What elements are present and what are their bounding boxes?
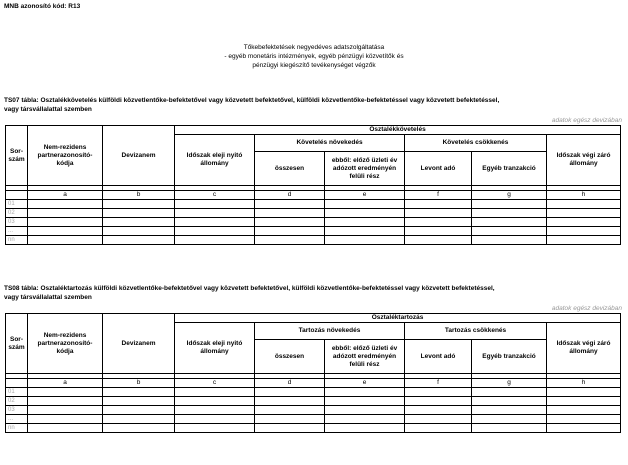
decrease-header: Tartozás csökkenés xyxy=(405,323,547,340)
row-number: 01 xyxy=(6,200,28,209)
group-header: Osztaléktartozás xyxy=(175,314,621,323)
data-cell[interactable] xyxy=(28,406,103,415)
data-cell[interactable] xyxy=(405,397,472,406)
caption-line: TS08 tábla: Osztaléktartozás külföldi közvetlentőke-befektetővel vagy közvetett befektetővel, külföldi közvetlentőke-befektetéssel vagy közvetett befektetéssel, xyxy=(4,285,495,292)
letter-cell: d xyxy=(255,191,325,200)
data-cell[interactable] xyxy=(405,236,472,245)
report-title xyxy=(0,43,628,70)
data-cell[interactable] xyxy=(255,227,325,236)
col-devizanem: Devizanem xyxy=(103,314,175,374)
title-line: pénzügyi kiegészítő tevékenységet végzők xyxy=(252,62,376,69)
data-cell[interactable] xyxy=(325,388,405,397)
ts07-table xyxy=(5,125,621,245)
row-number: ... xyxy=(6,415,28,424)
data-cell[interactable] xyxy=(255,424,325,433)
data-cell[interactable] xyxy=(103,415,175,424)
row-number: nn xyxy=(6,236,28,245)
row-number: 03 xyxy=(6,406,28,415)
letter-cell: a xyxy=(28,379,103,388)
data-cell[interactable] xyxy=(28,200,103,209)
data-cell[interactable] xyxy=(103,406,175,415)
data-cell[interactable] xyxy=(472,415,547,424)
data-cell[interactable] xyxy=(255,236,325,245)
col-tax: Levont adó xyxy=(405,340,472,374)
data-cell[interactable] xyxy=(472,424,547,433)
data-cell[interactable] xyxy=(547,415,621,424)
ts07-unit-note: adatok egész devizában xyxy=(551,117,622,124)
increase-header: Követelés növekedés xyxy=(255,135,405,152)
data-cell[interactable] xyxy=(28,397,103,406)
data-cell[interactable] xyxy=(255,397,325,406)
letter-cell: a xyxy=(28,191,103,200)
data-cell[interactable] xyxy=(175,236,255,245)
table-row xyxy=(6,415,621,424)
data-cell[interactable] xyxy=(405,415,472,424)
letter-cell: h xyxy=(547,379,621,388)
data-cell[interactable] xyxy=(175,406,255,415)
caption-line: vagy társvállalattal szemben xyxy=(4,293,92,301)
data-cell[interactable] xyxy=(255,209,325,218)
data-cell[interactable] xyxy=(103,236,175,245)
data-cell[interactable] xyxy=(472,218,547,227)
data-cell[interactable] xyxy=(103,200,175,209)
group-header: Osztalékkövetelés xyxy=(175,126,621,135)
data-cell[interactable] xyxy=(255,415,325,424)
col-total: összesen xyxy=(255,152,325,186)
data-cell[interactable] xyxy=(547,227,621,236)
data-cell[interactable] xyxy=(28,388,103,397)
table-row xyxy=(6,236,621,245)
col-tax: Levont adó xyxy=(405,152,472,186)
col-devizanem: Devizanem xyxy=(103,126,175,186)
table-row xyxy=(6,200,621,209)
data-cell[interactable] xyxy=(405,227,472,236)
ts08-caption xyxy=(4,285,624,302)
data-cell[interactable] xyxy=(175,415,255,424)
data-cell[interactable] xyxy=(175,227,255,236)
table-row xyxy=(6,397,621,406)
data-cell[interactable] xyxy=(472,209,547,218)
row-number: 02 xyxy=(6,397,28,406)
data-cell[interactable] xyxy=(325,424,405,433)
data-cell[interactable] xyxy=(547,424,621,433)
data-cell[interactable] xyxy=(325,209,405,218)
data-cell[interactable] xyxy=(547,209,621,218)
increase-header: Tartozás növekedés xyxy=(255,323,405,340)
data-cell[interactable] xyxy=(472,227,547,236)
letter-cell: c xyxy=(175,379,255,388)
letter-cell: g xyxy=(472,379,547,388)
data-cell[interactable] xyxy=(325,415,405,424)
data-cell[interactable] xyxy=(405,218,472,227)
data-cell[interactable] xyxy=(255,200,325,209)
row-number: 02 xyxy=(6,209,28,218)
data-cell[interactable] xyxy=(325,406,405,415)
ts07-caption xyxy=(4,97,624,114)
ts08-unit-note: adatok egész devizában xyxy=(551,305,622,312)
caption-line: vagy társvállalattal szemben xyxy=(4,105,92,113)
data-cell[interactable] xyxy=(28,209,103,218)
data-cell[interactable] xyxy=(325,200,405,209)
data-cell[interactable] xyxy=(103,397,175,406)
data-cell[interactable] xyxy=(103,388,175,397)
col-sorszam: Sor-szám xyxy=(6,314,28,374)
data-cell[interactable] xyxy=(325,397,405,406)
data-cell[interactable] xyxy=(405,209,472,218)
data-cell[interactable] xyxy=(175,200,255,209)
table-row xyxy=(6,227,621,236)
col-other-transaction: Egyéb tranzakció xyxy=(472,340,547,374)
data-cell[interactable] xyxy=(405,200,472,209)
data-cell[interactable] xyxy=(255,218,325,227)
data-cell[interactable] xyxy=(547,236,621,245)
data-cell[interactable] xyxy=(103,218,175,227)
table-row xyxy=(6,209,621,218)
data-cell[interactable] xyxy=(28,424,103,433)
data-cell[interactable] xyxy=(175,218,255,227)
mnb-code: MNB azonosító kód: R13 xyxy=(4,3,81,10)
data-cell[interactable] xyxy=(472,406,547,415)
data-cell[interactable] xyxy=(547,406,621,415)
letter-cell: e xyxy=(325,379,405,388)
col-total: összesen xyxy=(255,340,325,374)
col-partner-code: Nem-rezidens partnerazonosító-kódja xyxy=(28,314,103,374)
data-cell[interactable] xyxy=(103,227,175,236)
letter-cell: h xyxy=(547,191,621,200)
col-opening-stock: Időszak eleji nyitó állomány xyxy=(175,323,255,374)
table-row xyxy=(6,388,621,397)
ts08-table xyxy=(5,313,621,433)
letter-cell: e xyxy=(325,191,405,200)
data-cell[interactable] xyxy=(28,227,103,236)
data-cell[interactable] xyxy=(547,388,621,397)
table-row xyxy=(6,424,621,433)
data-cell[interactable] xyxy=(175,209,255,218)
data-cell[interactable] xyxy=(175,424,255,433)
data-cell[interactable] xyxy=(103,424,175,433)
title-line: - egyéb monetáris intézmények, egyéb pénzügyi közvetítők és xyxy=(224,53,404,60)
data-cell[interactable] xyxy=(472,236,547,245)
letter-cell xyxy=(6,191,28,200)
letter-cell: c xyxy=(175,191,255,200)
data-cell[interactable] xyxy=(255,406,325,415)
data-cell[interactable] xyxy=(472,388,547,397)
data-cell[interactable] xyxy=(175,397,255,406)
data-cell[interactable] xyxy=(472,200,547,209)
table-row xyxy=(6,218,621,227)
col-sorszam: Sor-szám xyxy=(6,126,28,186)
col-partner-code: Nem-rezidens partnerazonosító-kódja xyxy=(28,126,103,186)
data-cell[interactable] xyxy=(405,406,472,415)
data-cell[interactable] xyxy=(325,236,405,245)
data-cell[interactable] xyxy=(255,388,325,397)
col-prev-year: ebből: előző üzleti év adózott eredményén felüli rész xyxy=(325,152,405,186)
data-cell[interactable] xyxy=(175,388,255,397)
row-number: 01 xyxy=(6,388,28,397)
data-cell[interactable] xyxy=(28,415,103,424)
letter-cell: d xyxy=(255,379,325,388)
col-other-transaction: Egyéb tranzakció xyxy=(472,152,547,186)
col-opening-stock: Időszak eleji nyitó állomány xyxy=(175,135,255,186)
table-row xyxy=(6,406,621,415)
data-cell[interactable] xyxy=(547,397,621,406)
decrease-header: Követelés csökkenés xyxy=(405,135,547,152)
data-cell[interactable] xyxy=(325,218,405,227)
letter-cell xyxy=(6,379,28,388)
data-cell[interactable] xyxy=(28,236,103,245)
row-number: 03 xyxy=(6,218,28,227)
col-prev-year: ebből: előző üzleti év adózott eredményén felüli rész xyxy=(325,340,405,374)
data-cell[interactable] xyxy=(325,227,405,236)
data-cell[interactable] xyxy=(28,218,103,227)
data-cell[interactable] xyxy=(547,218,621,227)
letter-cell: g xyxy=(472,191,547,200)
data-cell[interactable] xyxy=(405,388,472,397)
row-number: ... xyxy=(6,227,28,236)
title-line: Tőkebefektetések negyedéves adatszolgáltatása xyxy=(243,44,385,51)
data-cell[interactable] xyxy=(103,209,175,218)
caption-line: TS07 tábla: Osztalékkövetelés külföldi közvetlentőke-befektetővel vagy közvetett befektetővel, külföldi közvetlentőke-befektetéssel vagy közvetett befektetéssel, xyxy=(4,97,500,104)
data-cell[interactable] xyxy=(472,397,547,406)
letter-cell: b xyxy=(103,191,175,200)
col-closing-stock: Időszak végi záró állomány xyxy=(547,323,621,374)
row-number: nn xyxy=(6,424,28,433)
data-cell[interactable] xyxy=(405,424,472,433)
letter-cell: f xyxy=(405,379,472,388)
col-closing-stock: Időszak végi záró állomány xyxy=(547,135,621,186)
letter-cell: b xyxy=(103,379,175,388)
data-cell[interactable] xyxy=(547,200,621,209)
letter-cell: f xyxy=(405,191,472,200)
